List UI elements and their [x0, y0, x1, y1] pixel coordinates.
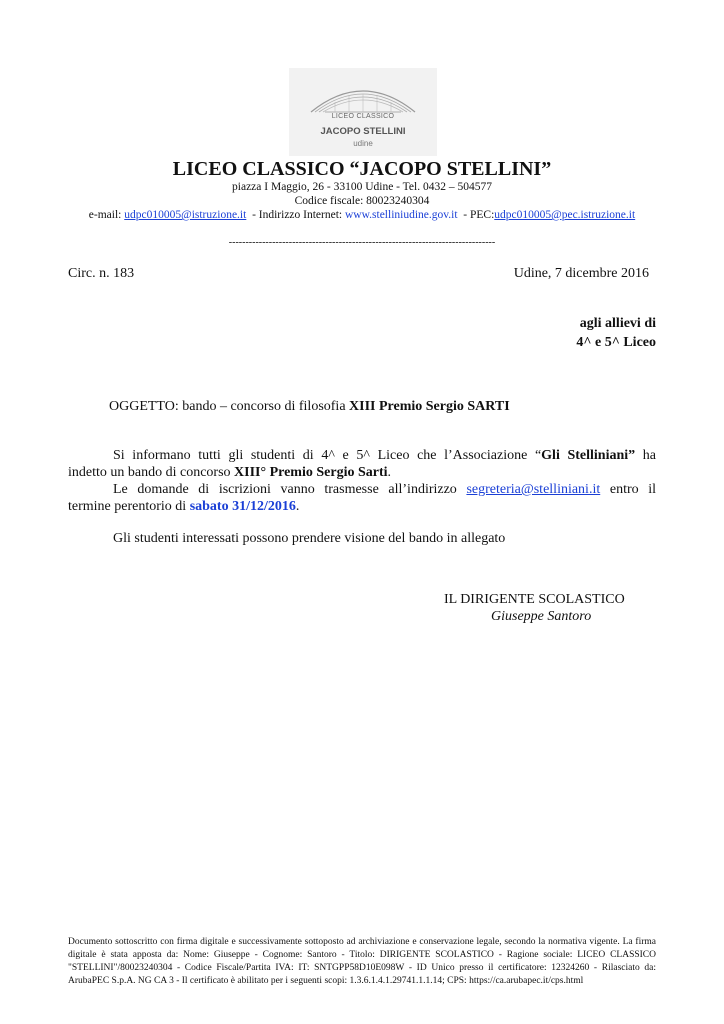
- prize-name: XIII° Premio Sergio Sarti: [234, 465, 388, 480]
- recipients-line-1: agli allievi di: [579, 316, 656, 331]
- paragraph-2-line-2-text: termine perentorio di: [68, 499, 190, 514]
- internet-label: - Indirizzo Internet:: [246, 209, 345, 221]
- subject-title: XIII Premio Sergio SARTI: [349, 399, 510, 414]
- paragraph-3: Gli studenti interessati possono prendere visione del bando in allegato: [113, 531, 506, 546]
- logo-line-1: LICEO CLASSICO: [331, 113, 395, 120]
- recipients-line-2: 4^ e 5^ Liceo: [576, 335, 656, 350]
- signature-role: IL DIRIGENTE SCOLASTICO: [444, 592, 625, 607]
- paragraph-2-text: Le domande di iscrizioni vanno trasmesse all’indirizzo: [113, 482, 467, 497]
- school-logo: [289, 68, 437, 156]
- subject-prefix: OGGETTO: bando – concorso di filosofia: [109, 399, 350, 414]
- paragraph-2-line-2: [68, 497, 299, 516]
- fiscal-code: Codice fiscale: 80023240304: [294, 195, 430, 207]
- paragraph-1-end: .: [387, 465, 392, 480]
- logo-line-3: udine: [353, 139, 373, 148]
- secretary-email-link[interactable]: segreteria@stelliniani.it: [466, 482, 601, 497]
- paragraph-2-end: .: [295, 499, 300, 514]
- email-label: e-mail:: [88, 209, 125, 221]
- school-arch-logo-icon: [289, 68, 437, 118]
- pec-label: - PEC:: [457, 209, 495, 221]
- contact-line: [0, 209, 724, 221]
- email-link[interactable]: udpc010005@istruzione.it: [124, 209, 247, 221]
- website-link[interactable]: www.stelliniudine.gov.it: [344, 209, 458, 221]
- school-address: piazza I Maggio, 26 - 33100 Udine - Tel. 0432 – 504577: [232, 181, 492, 193]
- place-date: Udine, 7 dicembre 2016: [513, 266, 649, 281]
- signature-name: Giuseppe Santoro: [491, 609, 592, 624]
- paragraph-1-tail: ha: [635, 448, 656, 463]
- paragraph-1-line-2-text: indetto un bando di concorso: [68, 465, 235, 480]
- pec-link[interactable]: udpc010005@pec.istruzione.it: [494, 209, 636, 221]
- deadline-date: sabato 31/12/2016: [189, 499, 296, 514]
- digital-signature-footer: Documento sottoscritto con firma digitale e successivamente sottoposto ad archiviazione e conservazione legale, secondo la normativa vigente. La firma digitale è stata apposta da: Nome: Giuseppe - Cognome: Santoro - Titolo: DIRIGENTE SCOLASTICO - Ragione sociale: LICEO CLASSICO "STELLINI"/80023240304 - Codice Fiscale/Partita IVA: IT: SNTGPP58D10E098W - ID Unico presso il certificatore: 12324260 - Rilasciato da: ArubaPEC S.p.A. NG CA 3 - Il certificato è abilitato per i seguenti scopi: 1.3.6.1.4.1.29741.1.1.14; CPS: https://ca.arubapec.it/cps.html: [68, 937, 656, 986]
- logo-line-2: JACOPO STELLINI: [320, 126, 406, 137]
- association-name: Gli Stelliniani”: [541, 448, 636, 463]
- paragraph-2-tail: entro il: [600, 482, 657, 497]
- paragraph-1-text: Si informano tutti gli studenti di 4^ e 5^ Liceo che l’Associazione “: [113, 448, 542, 463]
- school-title: LICEO CLASSICO “JACOPO STELLINI”: [172, 158, 552, 180]
- header-separator: --------------------------------------------------------------------------------: [228, 237, 496, 248]
- subject-line: [109, 397, 510, 416]
- circular-number: Circ. n. 183: [68, 266, 135, 281]
